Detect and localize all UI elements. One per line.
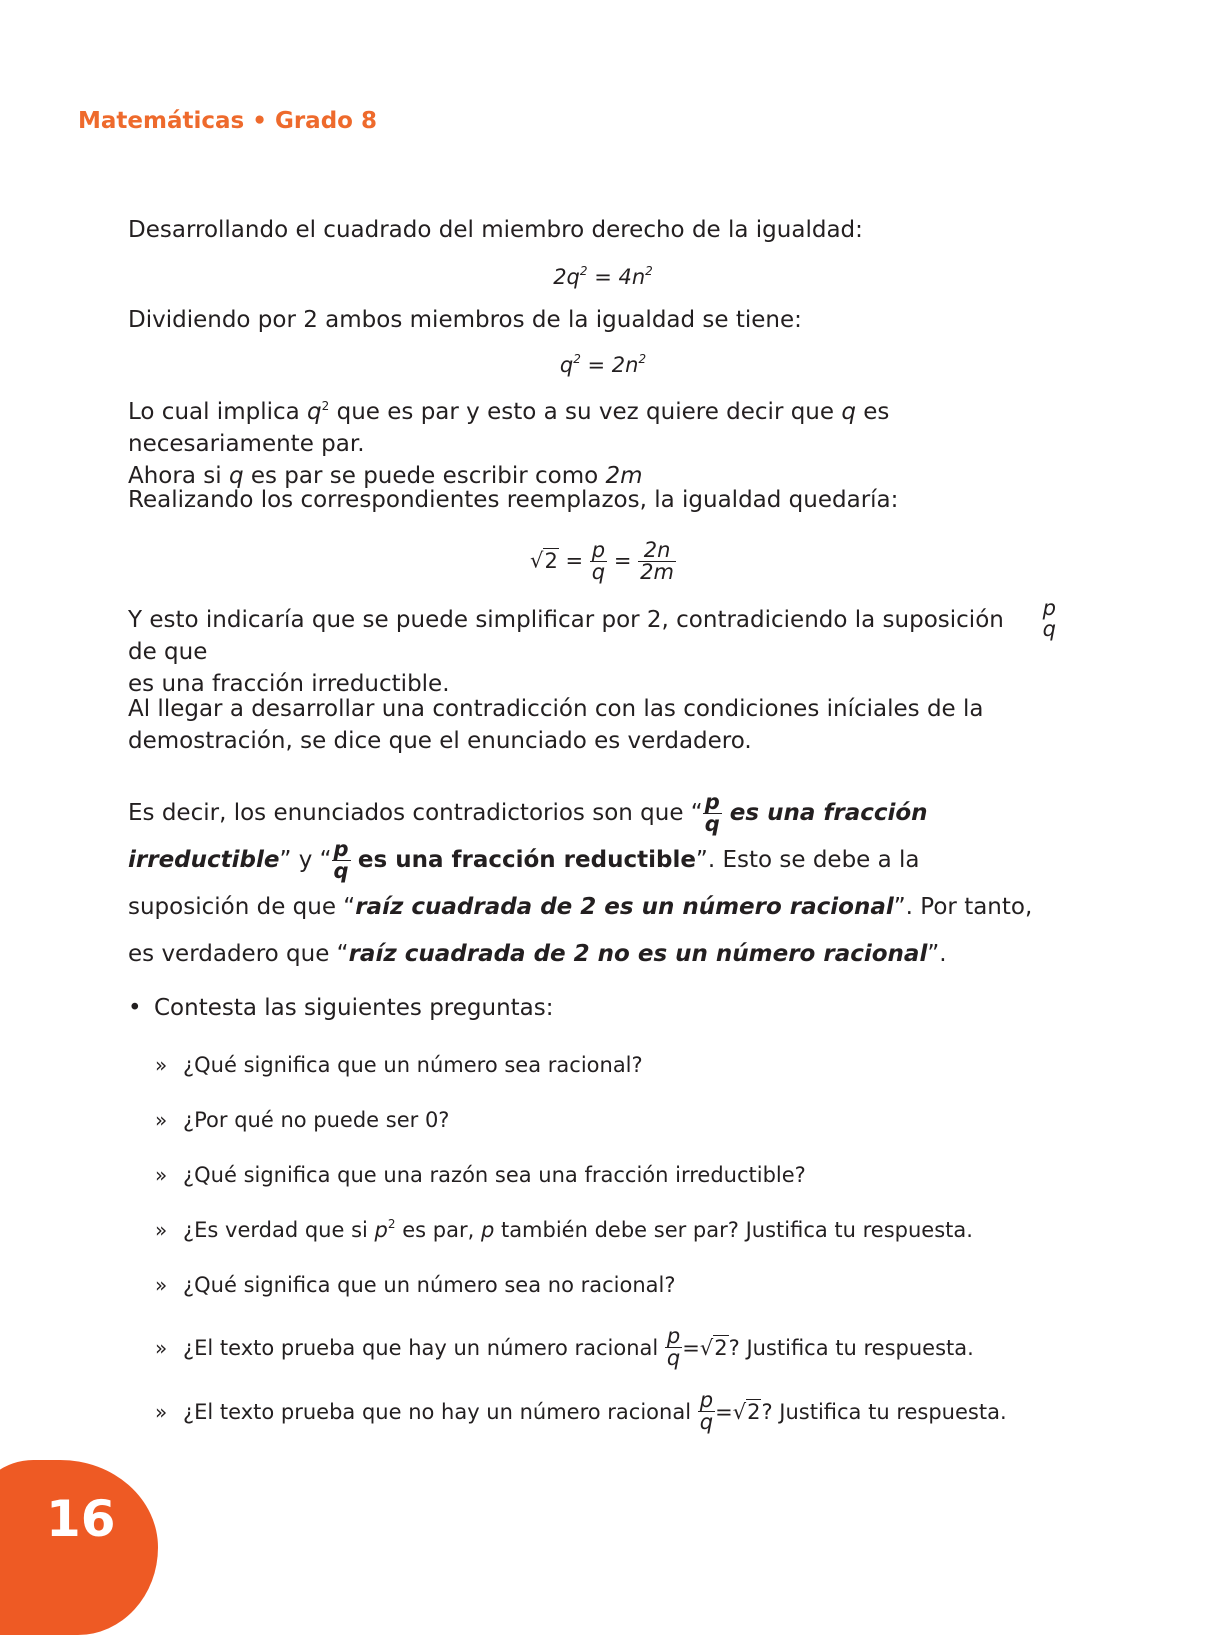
- paragraph-6: Al llegar a desarrollar una contradicción con las condiciones iníciales de la demostración, se dice que el enunciado es verdadero.: [128, 696, 984, 754]
- question-1: » ¿Qué significa que un número sea racional?: [155, 1053, 643, 1077]
- page-header: [78, 108, 377, 134]
- question-4: » ¿Es verdad que si $p^2$ es par, p también debe ser par? Justifica tu respuesta.: [155, 1217, 973, 1242]
- equation-3: √2 = $\frac{p}{q}$ = $\frac{2n}{2m}$: [530, 538, 674, 584]
- question-3: » ¿Qué significa que una razón sea una fracción irreductible?: [155, 1163, 806, 1187]
- paragraph-5: Y esto indicaría que se puede simplificar por 2, contradiciendo la suposición de que p q es una fracción irreductible.: [128, 596, 1056, 697]
- question-2: » ¿Por qué no puede ser 0?: [155, 1108, 450, 1132]
- subject-label: Matemáticas: [78, 108, 245, 134]
- question-5: » ¿Qué significa que un número sea no racional?: [155, 1273, 676, 1297]
- paragraph-1: Desarrollando el cuadrado del miembro derecho de la igualdad:: [128, 217, 863, 243]
- header-separator: •: [252, 108, 267, 134]
- equation-1: $2q^2 = 4n^2$: [553, 264, 653, 289]
- bullet-item: • Contesta las siguientes preguntas:: [128, 995, 554, 1021]
- paragraph-7: Es decir, los enunciados contradictorios son que “ $\frac{p}{q}$ es una fracción irreductible” y “ $\frac{p}{q}$ es una fracción reductible”. Esto se debe a la suposición de que “raíz cuadrada de 2 es un número racional”. Por tanto, es verdadero que “raíz cuadrada de 2 no es un número racional”.: [128, 790, 1033, 967]
- page-number: 16: [46, 1490, 116, 1548]
- equation-2: $q^2 = 2n^2$: [559, 352, 647, 377]
- question-6: » ¿El texto prueba que hay un número racional $\frac{p}{q}$ = √2 ? Justifica tu respuesta.: [155, 1324, 974, 1370]
- paragraph-2: Dividiendo por 2 ambos miembros de la igualdad se tiene:: [128, 307, 802, 333]
- paragraph-4: Realizando los correspondientes reemplazos, la igualdad quedaría:: [128, 487, 899, 513]
- question-7: » ¿El texto prueba que no hay un número racional $\frac{p}{q}$ = √2 ? Justifica tu respuesta.: [155, 1388, 1007, 1434]
- paragraph-3: Lo cual implica $q^2$ que es par y esto a su vez quiere decir que q es necesariamente par. Ahora si q es par se puede escribir como 2m: [128, 399, 890, 489]
- grade-label: Grado 8: [274, 108, 377, 134]
